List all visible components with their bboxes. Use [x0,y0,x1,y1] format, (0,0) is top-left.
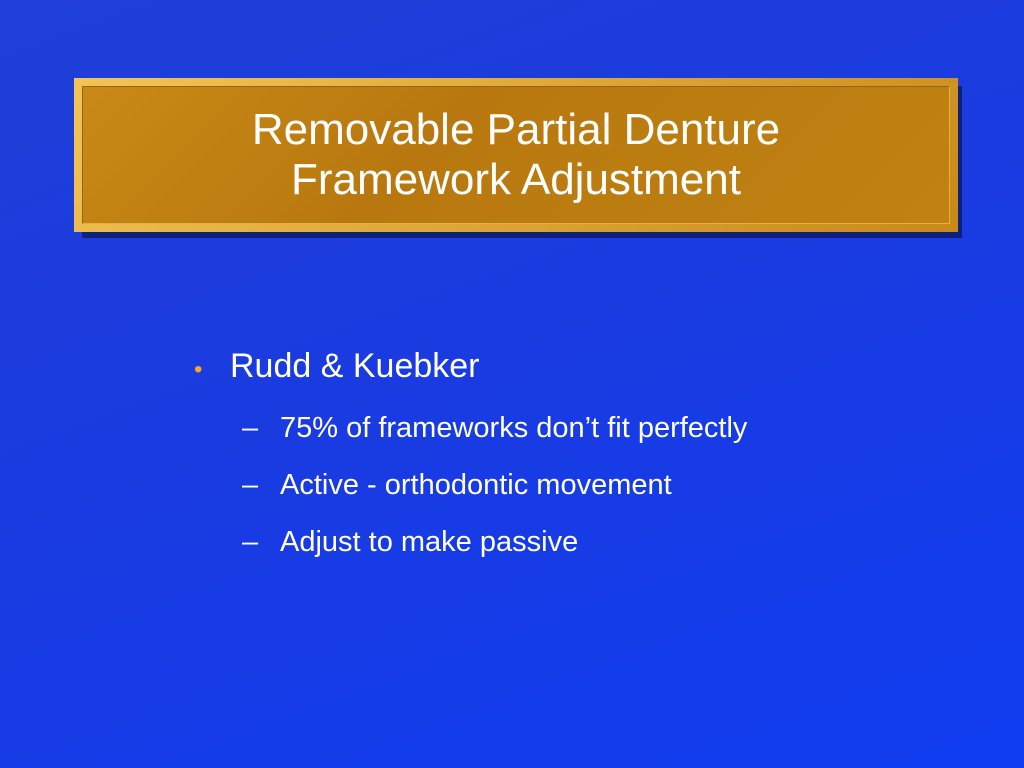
sub-bullet-text: Adjust to make passive [280,526,579,558]
sub-bullet-item [190,457,950,514]
dash-icon: – [242,412,259,444]
sub-bullet-item [190,400,950,457]
title-inner [82,86,950,224]
dash-icon: – [242,526,259,558]
sub-bullet-text: 75% of frameworks don’t fit perfectly [280,412,748,444]
bullet-text: Rudd & Kuebker [230,347,480,385]
bullet-dot-icon: • [194,356,203,383]
title-plaque [74,78,958,232]
slide-title-line-2: Framework Adjustment [291,155,741,204]
bullet-item [190,340,950,396]
dash-icon: – [242,469,259,501]
bullet-content [190,340,950,571]
slide-title-line-1: Removable Partial Denture [251,105,781,154]
sub-bullet-list [190,400,950,571]
sub-bullet-text: Active - orthodontic movement [280,469,672,501]
sub-bullet-item [190,514,950,571]
